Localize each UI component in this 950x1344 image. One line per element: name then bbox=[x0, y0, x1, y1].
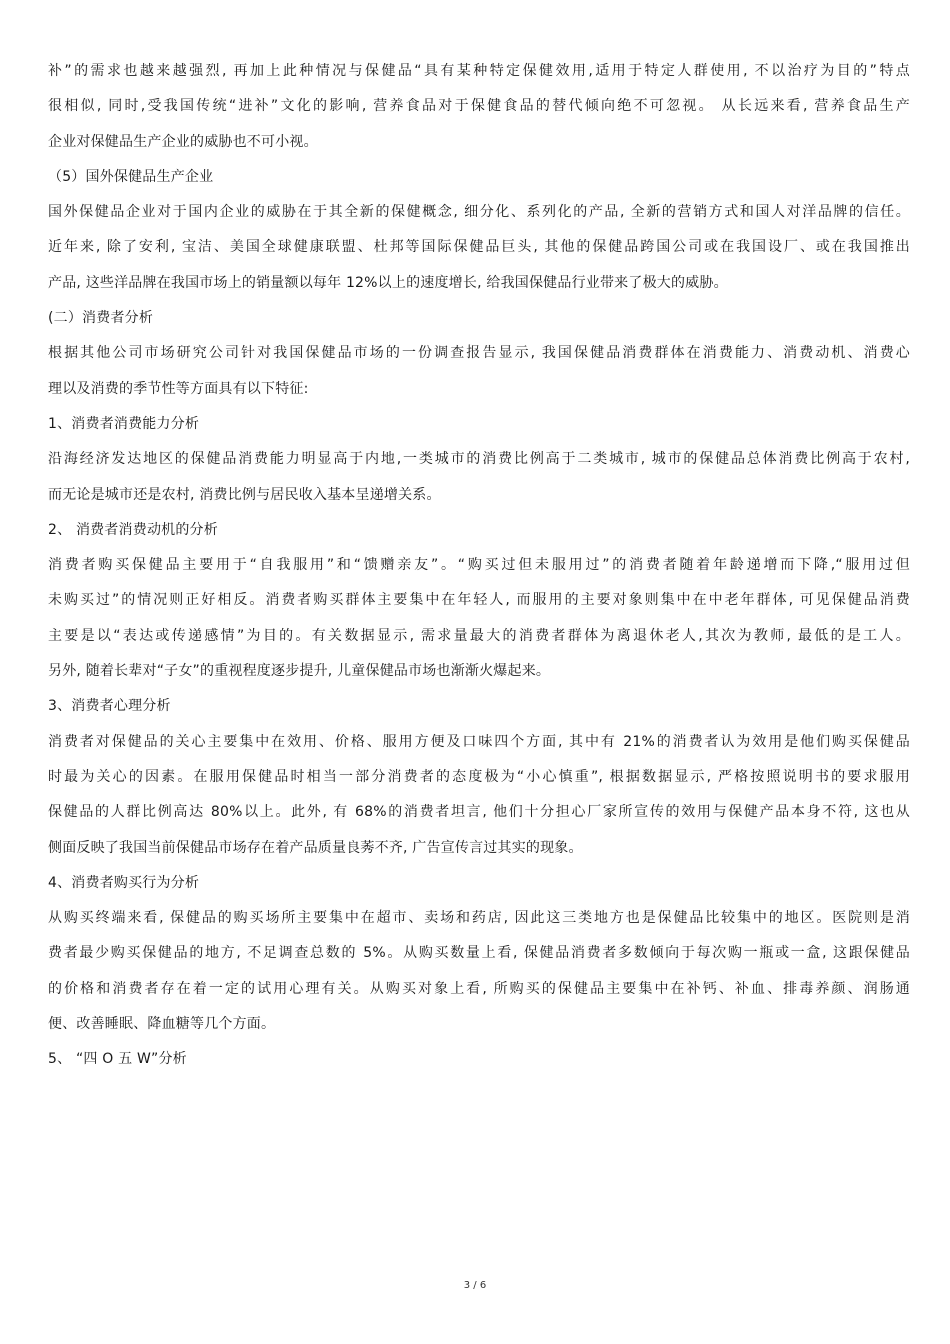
text-line: 国外保健品企业对于国内企业的威胁在于其全新的保健概念, 细分化、系列化的产品, 全新的营销方式和国人对洋品牌的信任。 bbox=[48, 204, 910, 221]
document-body bbox=[48, 54, 910, 1078]
text-line: 费者最少购买保健品的地方, 不足调查总数的 5%。从购买数量上看, 保健品消费者多数倾向于每次购一瓶或一盒, 这跟保健品 bbox=[48, 945, 910, 962]
text-line: (二）消费者分析 bbox=[48, 310, 154, 327]
text-line: 1、消费者消费能力分析 bbox=[48, 415, 200, 432]
text-line: 主要是以“表达或传递感情”为目的。有关数据显示, 需求量最大的消费者群体为离退休老人,其次为教师, 最低的是工人。 bbox=[48, 627, 910, 644]
text-line: 理以及消费的季节性等方面具有以下特征: bbox=[48, 380, 309, 397]
text-line: 消费者购买保健品主要用于“自我服用”和“馈赠亲友”。“购买过但未服用过”的消费者随着年龄递增而下降,“服用过但 bbox=[48, 557, 910, 574]
text-line: 4、消费者购买行为分析 bbox=[48, 874, 200, 891]
document-page bbox=[48, 54, 910, 1078]
text-line: 补”的需求也越来越强烈, 再加上此种情况与保健品“具有某种特定保健效用,适用于特定人群使用, 不以治疗为目的”特点 bbox=[48, 63, 910, 79]
text-line: 近年来, 除了安利, 宝洁、美国全球健康联盟、杜邦等国际保健品巨头, 其他的保健品跨国公司或在我国设厂、或在我国推出 bbox=[48, 239, 910, 256]
page-number: 3 / 6 bbox=[463, 1280, 487, 1291]
text-line: 沿海经济发达地区的保健品消费能力明显高于内地,一类城市的消费比例高于二类城市, 城市的保健品总体消费比例高于农村, bbox=[48, 451, 910, 468]
text-line: 产品, 这些洋品牌在我国市场上的销量额以每年 12%以上的速度增长, 给我国保健品行业带来了极大的威胁。 bbox=[48, 274, 728, 291]
text-line: 另外, 随着长辈对“子女”的重视程度逐步提升, 儿童保健品市场也渐渐火爆起来。 bbox=[48, 663, 551, 680]
text-line: 企业对保健品生产企业的威胁也不可小视。 bbox=[48, 133, 318, 150]
text-line: 很相似, 同时,受我国传统“进补”文化的影响, 营养食品对于保健食品的替代倾向绝不可忽视。 从长远来看, 营养食品生产 bbox=[48, 98, 910, 115]
text-line: 的价格和消费者存在着一定的试用心理有关。从购买对象上看, 所购买的保健品主要集中在补钙、补血、排毒养颜、润肠通 bbox=[48, 980, 910, 997]
text-line: 消费者对保健品的关心主要集中在效用、价格、服用方便及口味四个方面, 其中有 21%的消费者认为效用是他们购买保健品 bbox=[48, 733, 910, 750]
text-line: 3、消费者心理分析 bbox=[48, 698, 171, 715]
text-line: 便、改善睡眠、降血糖等几个方面。 bbox=[48, 1016, 276, 1033]
text-line: 未购买过”的情况则正好相反。消费者购买群体主要集中在年轻人, 而服用的主要对象则集中在中老年群体, 可见保健品消费 bbox=[48, 592, 910, 609]
text-line: 2、 消费者消费动机的分析 bbox=[48, 521, 218, 538]
text-line: 时最为关心的因素。在服用保健品时相当一部分消费者的态度极为“小心慎重”, 根据数据显示, 严格按照说明书的要求服用 bbox=[48, 768, 910, 785]
text-line: 5、 “四 O 五 W”分析 bbox=[48, 1051, 187, 1068]
text-line: 根据其他公司市场研究公司针对我国保健品市场的一份调查报告显示, 我国保健品消费群体在消费能力、消费动机、消费心 bbox=[48, 345, 910, 362]
text-line: （5）国外保健品生产企业 bbox=[48, 168, 214, 185]
text-line: 保健品的人群比例高达 80%以上。此外, 有 68%的消费者坦言, 他们十分担心厂家所宣传的效用与保健产品本身不符, 这也从 bbox=[48, 804, 910, 821]
text-line: 从购买终端来看, 保健品的购买场所主要集中在超市、卖场和药店, 因此这三类地方也是保健品比较集中的地区。医院则是消 bbox=[48, 910, 910, 927]
text-line: 而无论是城市还是农村, 消费比例与居民收入基本呈递增关系。 bbox=[48, 486, 441, 503]
text-line: 侧面反映了我国当前保健品市场存在着产品质量良莠不齐, 广告宣传言过其实的现象。 bbox=[48, 839, 583, 856]
